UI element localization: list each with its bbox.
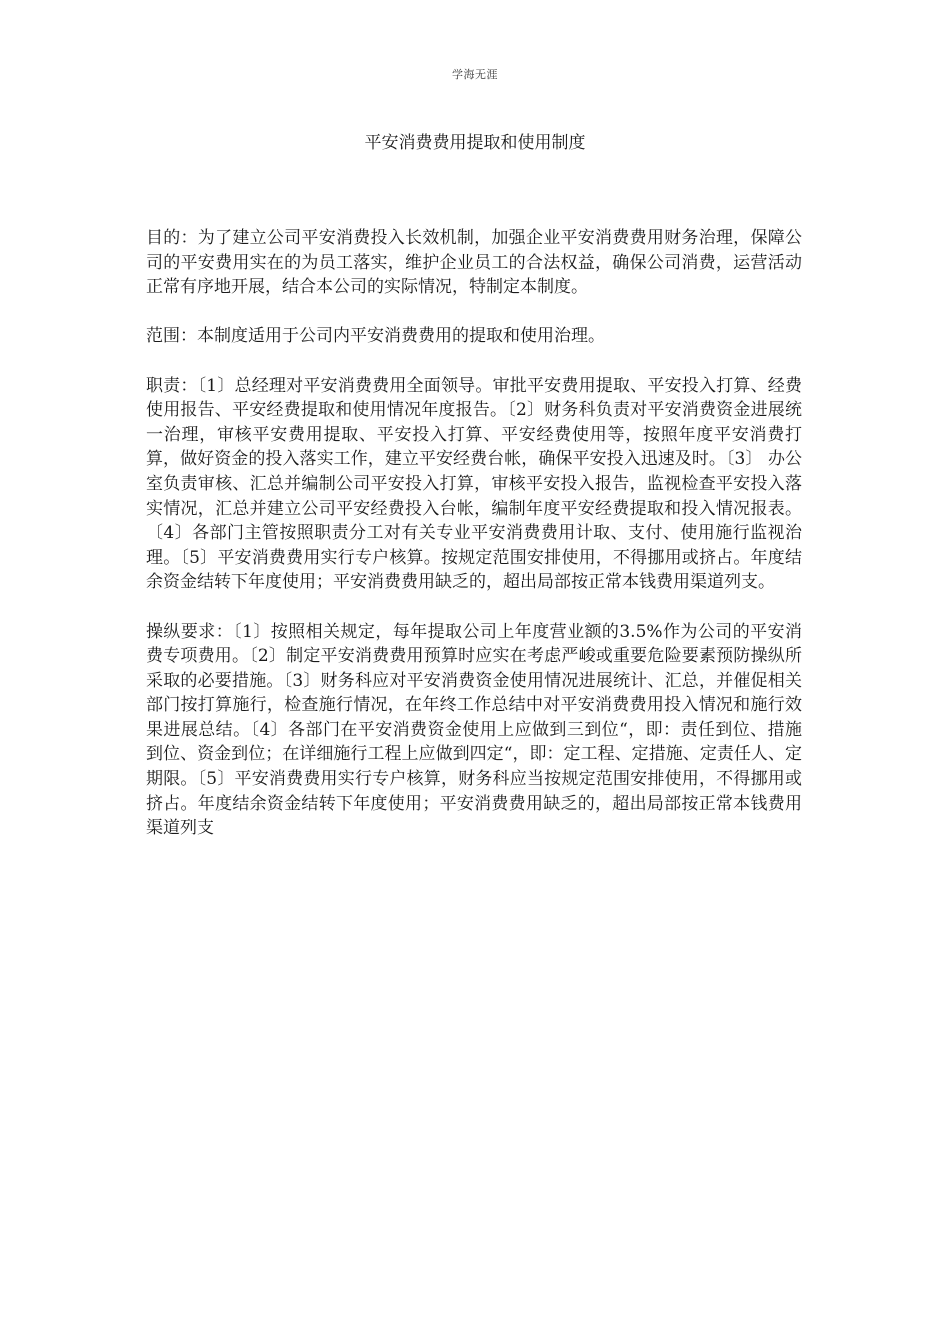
paragraph-control-requirements: 操纵要求：〔1〕按照相关规定，每年提取公司上年度营业额的3.5%作为公司的平安消费专项费用。〔2〕制定平安消费费用预算时应实在考虑严峻或重要危险要素预防操纵所采取的必要措施。〔3〕财务科应对平安消费资金使用情况进展统计、汇总，并催促相关部门按打算施行，检查施行情况，在年终工作总结中对平安消费费用投入情况和施行效果进展总结。〔4〕各部门在平安消费资金使用上应做到三到位“，即：责任到位、措施到位、资金到位；在详细施行工程上应做到四定“，即：定工程、定措施、定责任人、定期限。〔5〕平安消费费用实行专户核算，财务科应当按规定范围安排使用，不得挪用或挤占。年度结余资金结转下年度使用；平安消费费用缺乏的，超出局部按正常本钱费用渠道列支 xyxy=(146,621,802,839)
paragraph-scope: 范围：本制度适用于公司内平安消费费用的提取和使用治理。 xyxy=(146,326,605,347)
paragraph-purpose: 目的：为了建立公司平安消费投入长效机制，加强企业平安消费费用财务治理，保障公司的平安费用实在的为员工落实，维护企业员工的合法权益，确保公司消费，运营活动正常有序地开展，结合本公司的实际情况，特制定本制度。 xyxy=(146,228,802,298)
page-header: 学海无涯 xyxy=(452,68,498,81)
paragraph-responsibilities: 职责：〔1〕总经理对平安消费费用全面领导。审批平安费用提取、平安投入打算、经费使用报告、平安经费提取和使用情况年度报告。〔2〕财务科负责对平安消费资金进展统一治理，审核平安费用提取、平安投入打算、平安经费使用等，按照年度平安消费打算，做好资金的投入落实工作，建立平安经费台帐，确保平安投入迅速及时。〔3〕 办公室负责审核、汇总并编制公司平安投入打算，审核平安投入报告，监视检查平安投入落实情况，汇总并建立公司平安经费投入台帐，编制年度平安经费提取和投入情况报表。〔4〕各部门主管按照职责分工对有关专业平安消费费用计取、支付、使用施行监视治理。〔5〕平安消费费用实行专户核算。按规定范围安排使用，不得挪用或挤占。年度结余资金结转下年度使用；平安消费费用缺乏的，超出局部按正常本钱费用渠道列支。 xyxy=(146,375,802,593)
document-title: 平安消费费用提取和使用制度 xyxy=(364,133,586,153)
document-body xyxy=(146,226,802,865)
